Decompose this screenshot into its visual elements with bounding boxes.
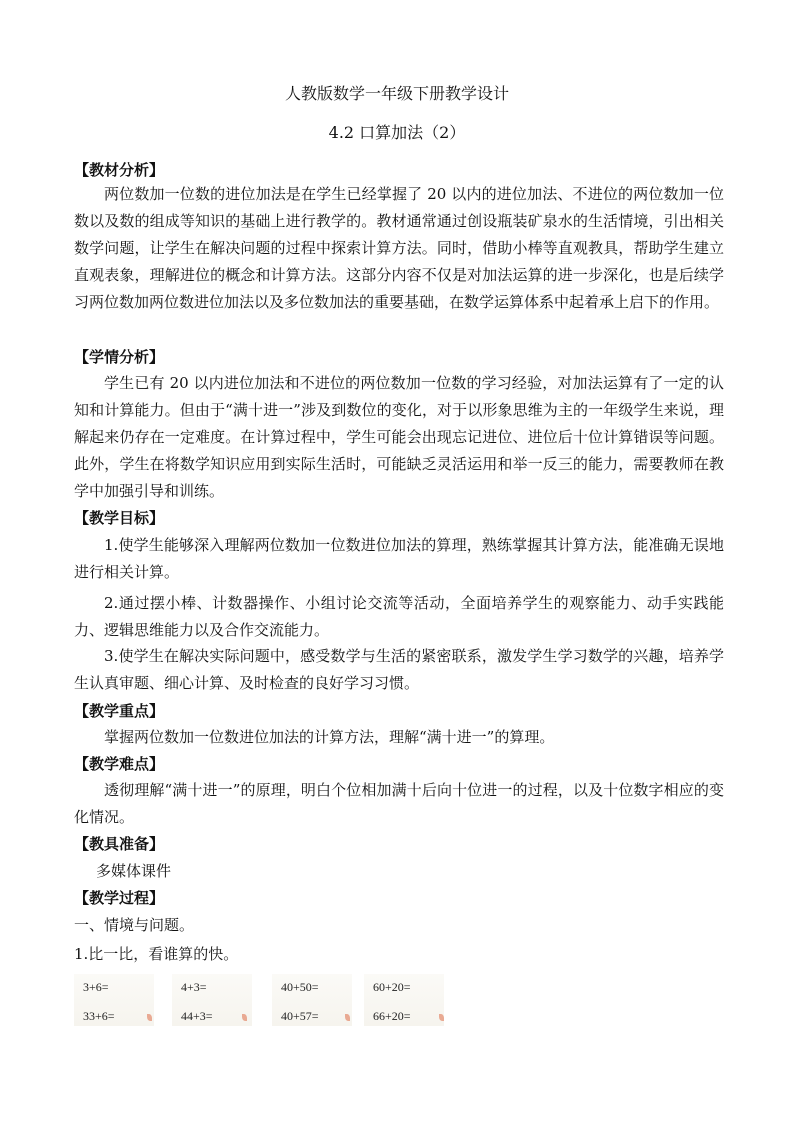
heading-materials: 【教具准备】 — [74, 835, 165, 853]
document-title: 人教版数学一年级下册教学设计 — [284, 84, 509, 103]
exercise-top: 60+20= — [373, 980, 411, 994]
exercise-top: 40+50= — [281, 980, 319, 994]
exercise-bottom: 33+6= — [83, 1009, 115, 1023]
leaf-icon — [242, 1014, 247, 1021]
exercise-bottom: 44+3= — [181, 1009, 213, 1023]
heading-textbook-analysis: 【教材分析】 — [74, 161, 165, 179]
materials-text: 多媒体课件 — [96, 862, 172, 880]
heading-key-points: 【教学重点】 — [74, 702, 165, 720]
leaf-icon — [345, 1014, 350, 1021]
exercise-card — [364, 974, 444, 1026]
objective-item-2: 2.通过摆小棒、计数器操作、小组讨论交流等活动，全面培养学生的观察能力、动手实践能力、逻辑思维能力以及合作交流能力。 — [74, 594, 724, 639]
exercise-card — [74, 974, 154, 1026]
objective-item-1: 1.使学生能够深入理解两位数加一位数进位加法的算理，熟练掌握其计算方法，能准确无误地进行相关计算。 — [74, 536, 724, 581]
heading-objectives: 【教学目标】 — [74, 509, 165, 527]
heading-process: 【教学过程】 — [74, 889, 165, 907]
exercise-image — [74, 974, 454, 1026]
heading-student-analysis: 【学情分析】 — [74, 348, 165, 366]
lesson-title: 4.2 口算加法（2） — [328, 123, 466, 142]
exercise-top: 4+3= — [181, 980, 207, 994]
leaf-icon — [147, 1014, 152, 1021]
leaf-icon — [439, 1014, 444, 1021]
process-step-1: 一、情境与问题。 — [74, 916, 195, 934]
process-step-1-1: 1.比一比，看谁算的快。 — [74, 945, 239, 963]
exercise-bottom: 40+57= — [281, 1009, 319, 1023]
exercise-card — [272, 974, 352, 1026]
key-points-text: 掌握两位数加一位数进位加法的计算方法，理解“满十进一”的算理。 — [104, 728, 555, 746]
difficulties-text: 透彻理解“满十进一”的原理，明白个位相加满十后向十位进一的过程，以及十位数字相应的变化情况。 — [74, 781, 724, 826]
exercise-top: 3+6= — [83, 980, 109, 994]
heading-difficulties: 【教学难点】 — [74, 755, 165, 773]
exercise-card — [172, 974, 252, 1026]
exercise-bottom: 66+20= — [373, 1009, 411, 1023]
textbook-analysis-text: 两位数加一位数的进位加法是在学生已经掌握了 20 以内的进位加法、不进位的两位数加一位数以及数的组成等知识的基础上进行教学的。教材通常通过创设瓶装矿泉水的生活情境，引出相关数学问题，让学生在解决问题的过程中探索计算方法。同时，借助小棒等直观教具，帮助学生建立直观表象，理解进位的概念和计算方法。这部分内容不仅是对加法运算的进一步深化，也是后续学习两位数加两位数进位加法以及多位数加法的重要基础，在数学运算体系中起着承上启下的作用。 — [74, 185, 724, 311]
student-analysis-text: 学生已有 20 以内进位加法和不进位的两位数加一位数的学习经验，对加法运算有了一定的认知和计算能力。但由于“满十进一”涉及到数位的变化，对于以形象思维为主的一年级学生来说，理解起来仍存在一定难度。在计算过程中，学生可能会出现忘记进位、进位后十位计算错误等问题。此外，学生在将数学知识应用到实际生活时，可能缺乏灵活运用和举一反三的能力，需要教师在教学中加强引导和训练。 — [74, 374, 724, 500]
objective-item-3: 3.使学生在解决实际问题中，感受数学与生活的紧密联系，激发学生学习数学的兴趣，培养学生认真审题、细心计算、及时检查的良好学习习惯。 — [74, 647, 724, 692]
